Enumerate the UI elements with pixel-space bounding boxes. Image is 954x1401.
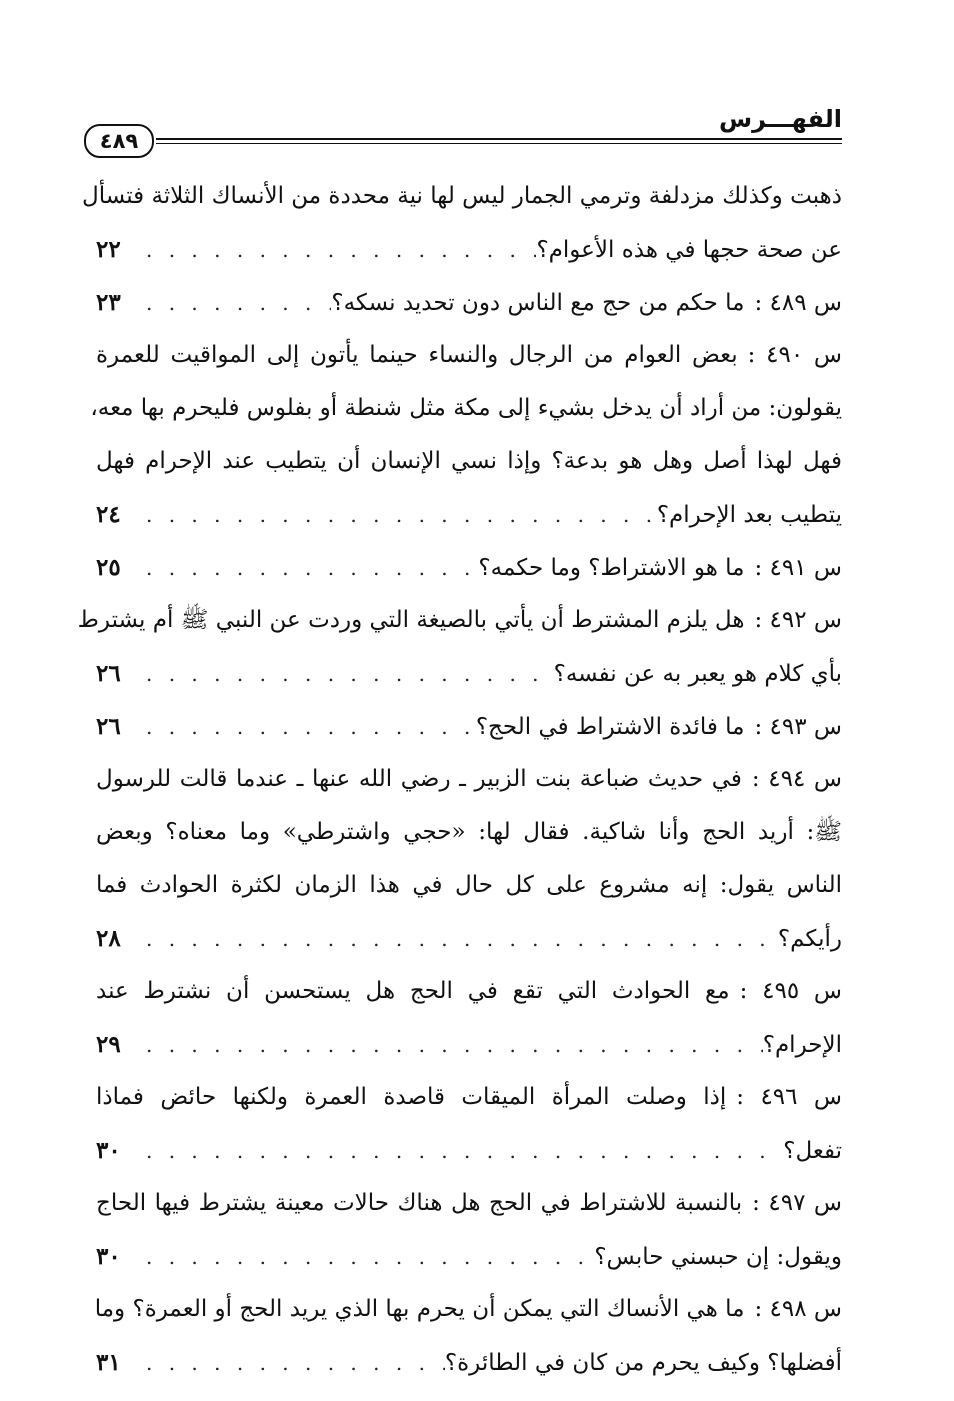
dot-leader (140, 1337, 445, 1390)
index-line-text (554, 648, 842, 701)
page-reference: ٢٦ (96, 660, 121, 687)
dot-leader (140, 224, 536, 277)
index-line-text (90, 382, 842, 435)
header-rule-thin (156, 143, 842, 144)
dot-leader (140, 489, 657, 542)
index-line (96, 435, 842, 488)
entry-text: ذهبت وكذلك مزدلفة وترمي الجمار ليس لها نية محددة من الأنساك الثلاثة فتسأل (82, 183, 842, 209)
page-reference: ٢٣ (96, 289, 121, 316)
question-number: س ٤٩٦ : (736, 1084, 842, 1110)
entry-text: الناس يقول: إنه مشروع على كل حال في هذا الزمان لكثرة الحوادث فما (96, 872, 842, 898)
dot-leader (140, 1125, 783, 1178)
question-number: س ٤٩٢ : (754, 607, 842, 633)
entry-text: ما حكم من حج مع الناس دون تحديد نسكه؟ (331, 290, 745, 316)
index-line-text (778, 913, 842, 966)
index-line (96, 647, 842, 700)
page-number-badge: ٤٨٩ (84, 124, 154, 158)
index-line (96, 1018, 842, 1071)
dot-leader (140, 542, 478, 595)
header-rule (156, 138, 842, 140)
index-line-text (96, 753, 842, 806)
entry-text: ما هي الأنساك التي يمكن أن يحرم بها الذي يريد الحج أو العمرة؟ وما (94, 1296, 745, 1322)
index-entries (77, 170, 843, 1389)
dot-leader (140, 913, 778, 966)
entry-text: بالنسبة للاشتراط في الحج هل هناك حالات معينة يشترط فيها الحاج (96, 1190, 743, 1216)
index-line-text (96, 1177, 842, 1230)
entry-text: عن صحة حجها في هذه الأعوام؟ (536, 237, 842, 263)
index-line-text (657, 489, 842, 542)
index-line (96, 1336, 842, 1389)
index-line-text (445, 1337, 842, 1390)
question-number: س ٤٩٥ : (739, 978, 842, 1004)
question-number: س ٤٨٩ : (754, 290, 842, 316)
question-number: س ٤٩٣ : (754, 714, 842, 740)
page-reference: ٢٥ (96, 554, 121, 581)
entry-text: ويقول: إن حبسني حابس؟ (594, 1244, 842, 1270)
question-number: س ٤٩٧ : (752, 1190, 843, 1216)
dot-leader (140, 1231, 594, 1284)
index-line (96, 753, 842, 806)
index-line-text (96, 806, 842, 859)
entry-text: إذا وصلت المرأة الميقات قاصدة العمرة ولكنها حائض فماذا (96, 1084, 727, 1110)
entry-text: بعض العوام من الرجال والنساء حينما يأتون إلى المواقيت للعمرة (96, 342, 738, 368)
index-line (96, 488, 842, 541)
index-line (96, 859, 842, 912)
index-line (96, 912, 842, 965)
index-line (96, 223, 842, 276)
index-line-text (78, 594, 842, 647)
entry-text: تفعل؟ (783, 1138, 842, 1164)
index-line (96, 700, 842, 753)
entry-text: في حديث ضباعة بنت الزبير ـ رضي الله عنها ـ عندما قالت للرسول (96, 766, 742, 792)
index-line-text (82, 170, 842, 223)
index-line (77, 594, 842, 647)
page-reference: ٢٢ (96, 236, 121, 263)
page-header (84, 104, 842, 154)
entry-text: فهل لهذا أصل وهل هو بدعة؟ وإذا نسي الإنسان أن يتطيب عند الإحرام فهل (96, 448, 842, 474)
index-line-text (476, 701, 842, 754)
entry-text: أفضلها؟ وكيف يحرم من كان في الطائرة؟ (444, 1350, 842, 1376)
index-line (90, 382, 842, 435)
index-line-text (763, 1019, 842, 1072)
index-line (96, 541, 842, 594)
index-line (96, 276, 842, 329)
dot-leader (140, 1019, 763, 1072)
index-line-text (478, 542, 842, 595)
entry-text: يقولون: من أراد أن يدخل بشيء إلى مكة مثل شنطة أو بفلوس فليحرم بها معه، (90, 395, 842, 421)
index-line-text (95, 1283, 842, 1336)
entry-text: هل يلزم المشترط أن يأتي بالصيغة التي وردت عن النبي ﷺ أم يشترط (77, 607, 745, 633)
index-line (96, 806, 842, 859)
page-reference: ٣٠ (96, 1243, 121, 1270)
index-line (96, 1177, 842, 1230)
index-line-text (536, 224, 842, 277)
index-line (96, 1283, 842, 1336)
entry-text: ما هو الاشتراط؟ وما حكمه؟ (478, 555, 745, 581)
page-title: الفهـــرس (718, 105, 842, 133)
page-reference: ٣٠ (96, 1137, 121, 1164)
question-number: س ٤٩١ : (754, 555, 842, 581)
index-line (96, 1124, 842, 1177)
index-line (96, 1230, 842, 1283)
index-line (96, 1071, 842, 1124)
page-reference: ٣١ (96, 1349, 121, 1376)
index-line-text (96, 435, 842, 488)
entry-text: الإحرام؟ (762, 1032, 842, 1058)
page-reference: ٢٨ (96, 925, 121, 952)
entry-text: مع الحوادث التي تقع في الحج هل يستحسن أن نشترط عند (96, 978, 730, 1004)
entry-text: ما فائدة الاشتراط في الحج؟ (475, 714, 745, 740)
entry-text: يتطيب بعد الإحرام؟ (656, 502, 842, 528)
entry-text: رأيكم؟ (777, 926, 842, 952)
index-line-text (331, 277, 842, 330)
page-reference: ٢٦ (96, 713, 121, 740)
question-number: س ٤٩٨ : (754, 1296, 842, 1322)
index-line-text (96, 859, 842, 912)
index-line-text (594, 1231, 842, 1284)
index-line-text (96, 1071, 842, 1124)
page-reference: ٢٤ (96, 501, 121, 528)
question-number: س ٤٩٠ : (747, 342, 843, 368)
entry-text: ﷺ: أريد الحج وأنا شاكية. فقال لها: «حجي واشترطي» وما معناه؟ وبعض (96, 819, 842, 845)
index-line (96, 329, 842, 382)
index-line (96, 965, 842, 1018)
index-line-text (783, 1125, 842, 1178)
dot-leader (140, 648, 554, 701)
index-line (82, 170, 842, 223)
entry-text: بأي كلام هو يعبر به عن نفسه؟ (553, 661, 842, 687)
page-reference: ٢٩ (96, 1031, 121, 1058)
dot-leader (140, 277, 331, 330)
question-number: س ٤٩٤ : (751, 766, 842, 792)
index-line-text (96, 965, 842, 1018)
index-line-text (96, 329, 842, 382)
dot-leader (140, 701, 476, 754)
